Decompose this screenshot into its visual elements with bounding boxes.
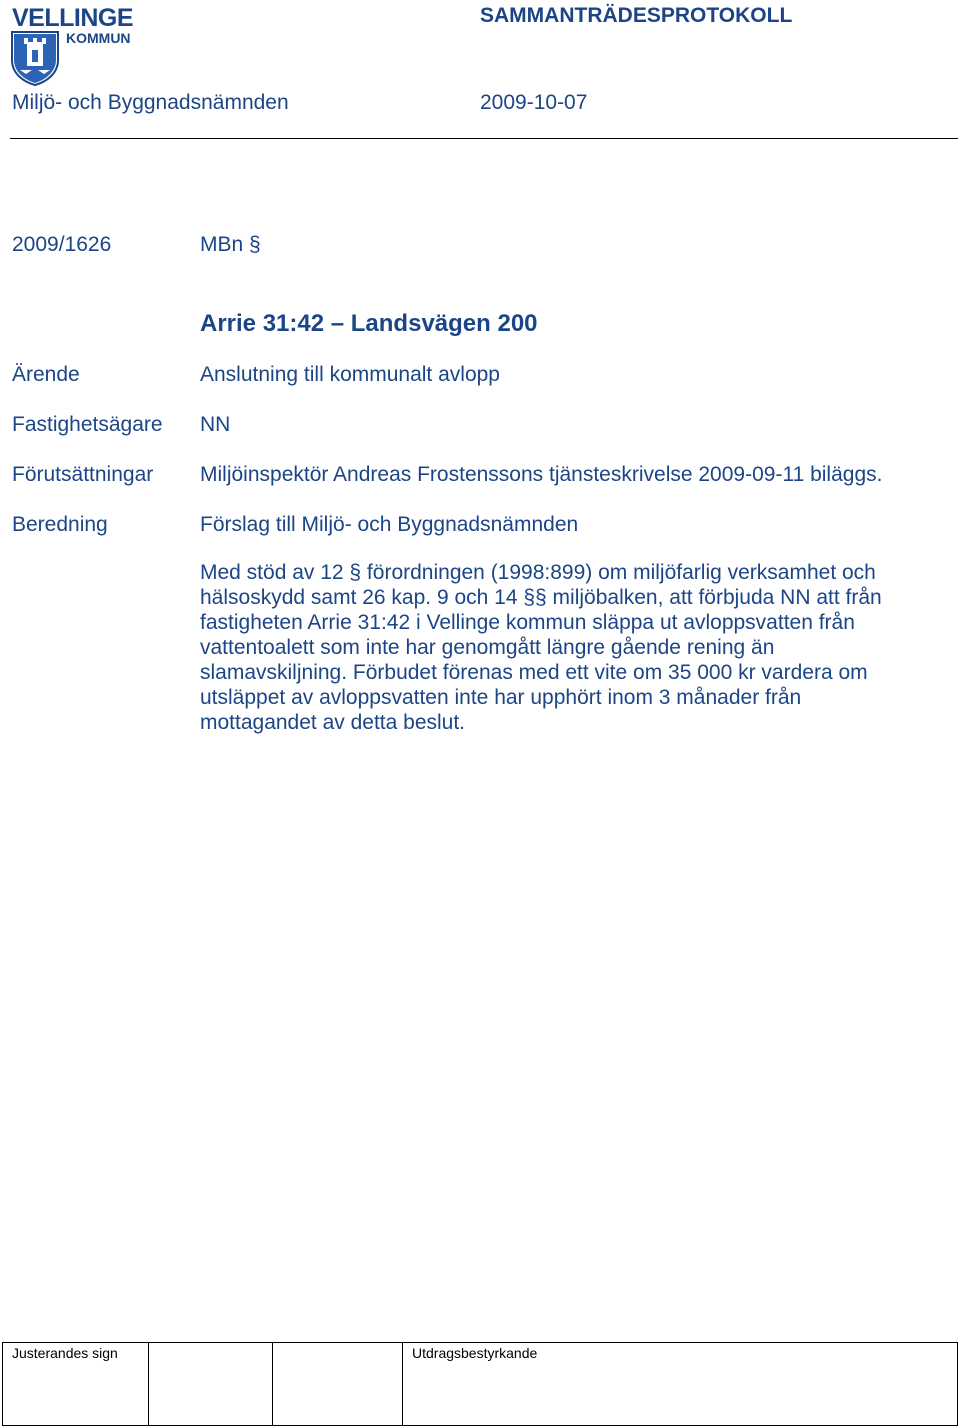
field-value-fastighetsagare: NN — [200, 413, 231, 436]
paragraph-reference: MBn § — [200, 233, 261, 256]
signature-cell-2 — [149, 1343, 273, 1425]
field-label-forutsattningar: Förutsättningar — [12, 463, 154, 486]
sign-label: Justerandes sign — [12, 1345, 118, 1361]
field-label-arende: Ärende — [12, 363, 80, 386]
coat-of-arms-icon — [10, 30, 60, 86]
field-value-beredning: Förslag till Miljö- och Byggnadsnämnden — [200, 513, 579, 536]
extract-cell — [403, 1343, 957, 1425]
case-title: Arrie 31:42 – Landsvägen 200 — [200, 310, 538, 337]
signature-table — [2, 1342, 958, 1426]
committee-name: Miljö- och Byggnadsnämnden — [12, 91, 289, 114]
extract-label: Utdragsbestyrkande — [412, 1345, 538, 1361]
header-divider — [10, 138, 958, 139]
case-number: 2009/1626 — [12, 233, 112, 256]
document-type: SAMMANTRÄDESPROTOKOLL — [480, 4, 793, 27]
signature-cell-3 — [273, 1343, 403, 1425]
municipality-logo — [10, 4, 138, 84]
meeting-date: 2009-10-07 — [480, 91, 588, 114]
signature-cell-1 — [3, 1343, 149, 1425]
field-label-fastighetsagare: Fastighetsägare — [12, 413, 163, 436]
field-value-arende: Anslutning till kommunalt avlopp — [200, 363, 500, 386]
decision-text: Med stöd av 12 § förordningen (1998:899) om miljöfarlig verksamhet och hälsoskydd samt 26 kap. 9 och 14 §§ miljöbalken, att förbjuda NN att från fastigheten Arrie 31:42 i Vellinge kommun släppa ut avloppsvatten från vattentoalett som inte har genomgått längre gående rening än slamavskiljning. Förbudet förenas med ett vite om 35 000 kr vardera om utsläppet av avloppsvatten inte har upphört inom 3 månader från mottagandet av detta beslut. — [200, 561, 882, 734]
field-label-beredning: Beredning — [12, 513, 108, 536]
field-value-forutsattningar: Miljöinspektör Andreas Frostenssons tjänsteskrivelse 2009-09-11 biläggs. — [200, 463, 883, 486]
logo-name: VELLINGE — [12, 4, 134, 32]
logo-subtitle: KOMMUN — [66, 30, 131, 46]
